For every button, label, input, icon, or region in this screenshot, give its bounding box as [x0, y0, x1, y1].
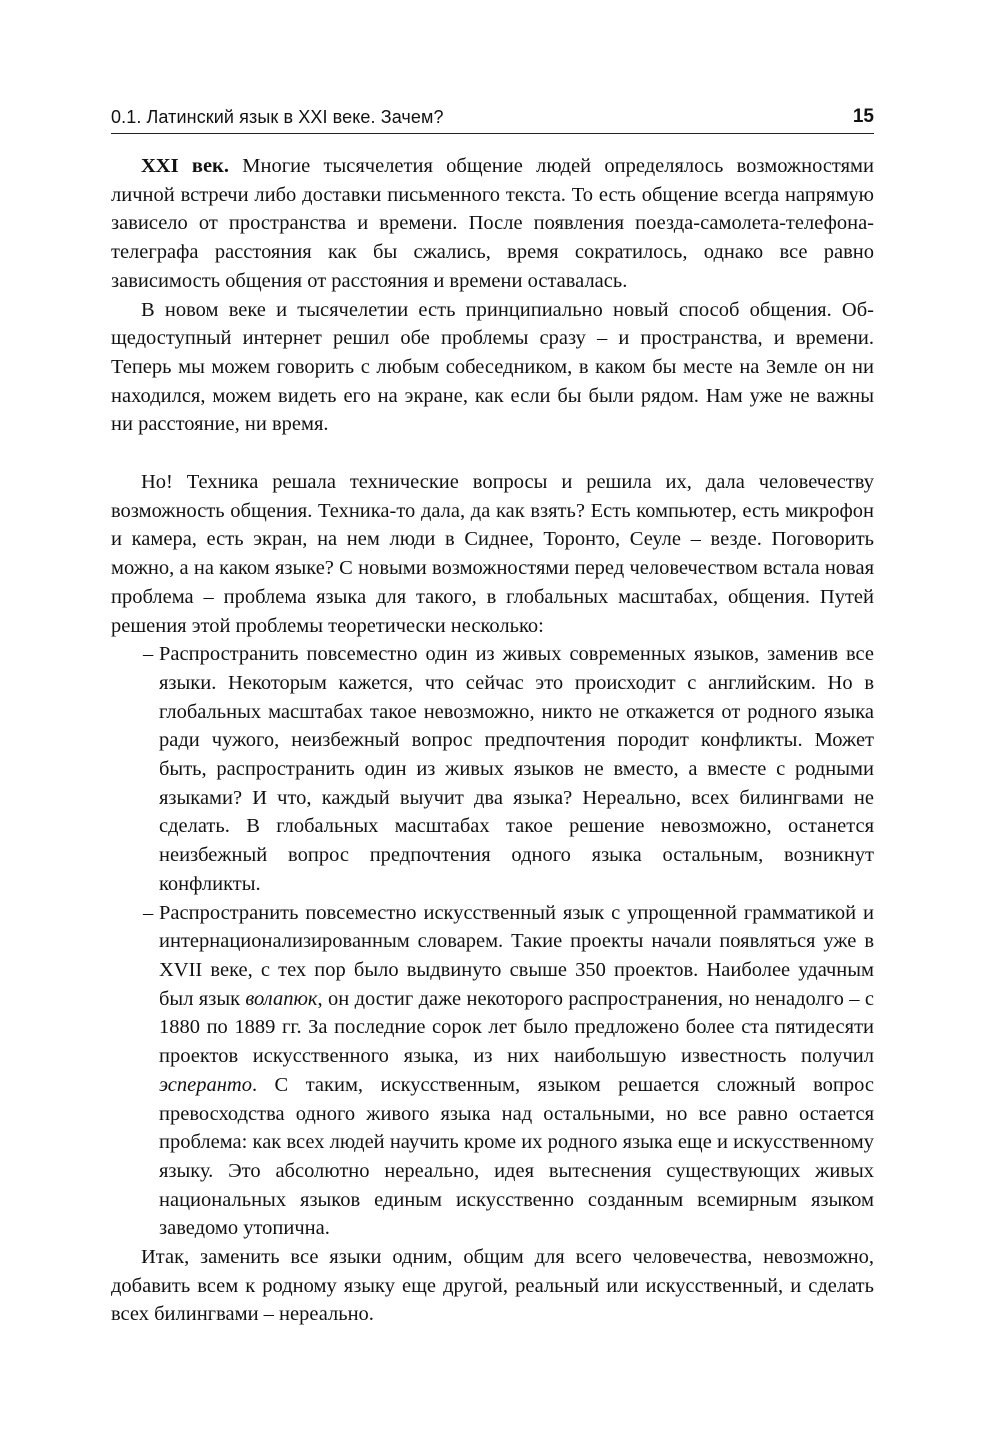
paragraph-xxi-century	[111, 152, 874, 296]
list-item-text-part: , он достиг даже некоторого распространения, но ненадолго – с 1880 по 1889 гг. За последние сорок лет было предложено более ста пятидесяти проектов искусственного языка, из них наибольшую известность получил	[159, 987, 874, 1068]
list-item	[111, 899, 874, 1243]
running-title: 0.1. Латинский язык в XXI веке. Зачем?	[111, 107, 444, 127]
dash-marker: –	[143, 643, 154, 666]
term-volapuk: волапюк	[245, 987, 318, 1010]
solutions-list	[111, 640, 874, 1243]
paragraph-conclusion: Итак, заменить все языки одним, общим для всего человечества, невозможно, добавить всем к родному языку еще другой, реальный или искусственный, и сделать всех билингвами – нереально.	[111, 1246, 874, 1326]
running-header	[111, 105, 874, 134]
page-number: 15	[852, 106, 874, 127]
list-item-text: Распространить повсеместно один из живых современных языков, заменив все языки. Некоторым кажется, что сейчас это происходит с английским. Но в глобальных масштабах такое невозможно, никто не откажется от родного языка ради чужого, неизбежный вопрос предпочтения породит конфликты. Может быть, распространить один из живых языков не вместо, а вместе с родными языками? И что, каждый выучит два языка? Нереально, всех билингвами не сделать. В глобальных масштабах такое решение невозможно, останется неизбежный вопрос предпочтения одного языка остальным, возникнут конфликты.	[159, 643, 874, 895]
body-text	[111, 152, 874, 1329]
paragraph-lead: XXI век.	[141, 155, 229, 177]
paragraph-new-century: В новом веке и тысячелетии есть принципиально новый способ общения. Общедоступный интернет решил обе проблемы сразу – и пространства, и времени. Теперь мы можем говорить с любым собеседником, в каком бы месте на Земле он ни находился, можем видеть его на экране, как если бы были рядом. Нам уже не важны ни расстояние, ни время.	[111, 298, 874, 436]
list-item	[111, 640, 874, 898]
paragraph-text: Многие тысячелетия общение людей определялось возможностями личной встречи либо доставки письменного текста. То есть общение всегда напрямую зависело от пространства и времени. После появления поезда-самолета-телефона-телеграфа расстояния как бы сжались, время сократилось, однако все равно зависимость общения от расстояния и времени оставалась.	[111, 155, 874, 292]
list-item-text-part: Распространить повсеместно искусственный язык с упрощенной грамматикой и интернационализированным словарем. Такие проекты начали появляться уже в XVII веке, с тех пор было выдвинуто свыше 350 проектов. Наиболее удачным был язык	[159, 901, 874, 1010]
term-esperanto: эсперанто	[159, 1073, 252, 1096]
list-item-text-part: . С таким, искусственным, языком решается сложный вопрос превосходства одного живого языка над остальными, но все равно остается проблема: как всех людей научить кроме их родного языка еще и искусственному языку. Это абсолютно нереально, идея вытеснения существующих живых национальных языков единым искусственно созданным всемирным языком заведомо утопична.	[159, 1073, 874, 1240]
paragraph-technology: Но! Техника решала технические вопросы и решила их, дала человечеству возможность общения. Техника-то дала, да как взять? Есть компьютер, есть микрофон и камера, есть экран, на нем люди в Сиднее, Торонто, Сеуле – везде. Поговорить можно, а на каком языке? С новыми возможностями перед человечеством встала новая проблема – проблема языка для такого, в глобальных масштабах, общения. Путей решения этой проблемы теоретически несколько:	[111, 471, 874, 637]
dash-marker: –	[143, 901, 154, 924]
